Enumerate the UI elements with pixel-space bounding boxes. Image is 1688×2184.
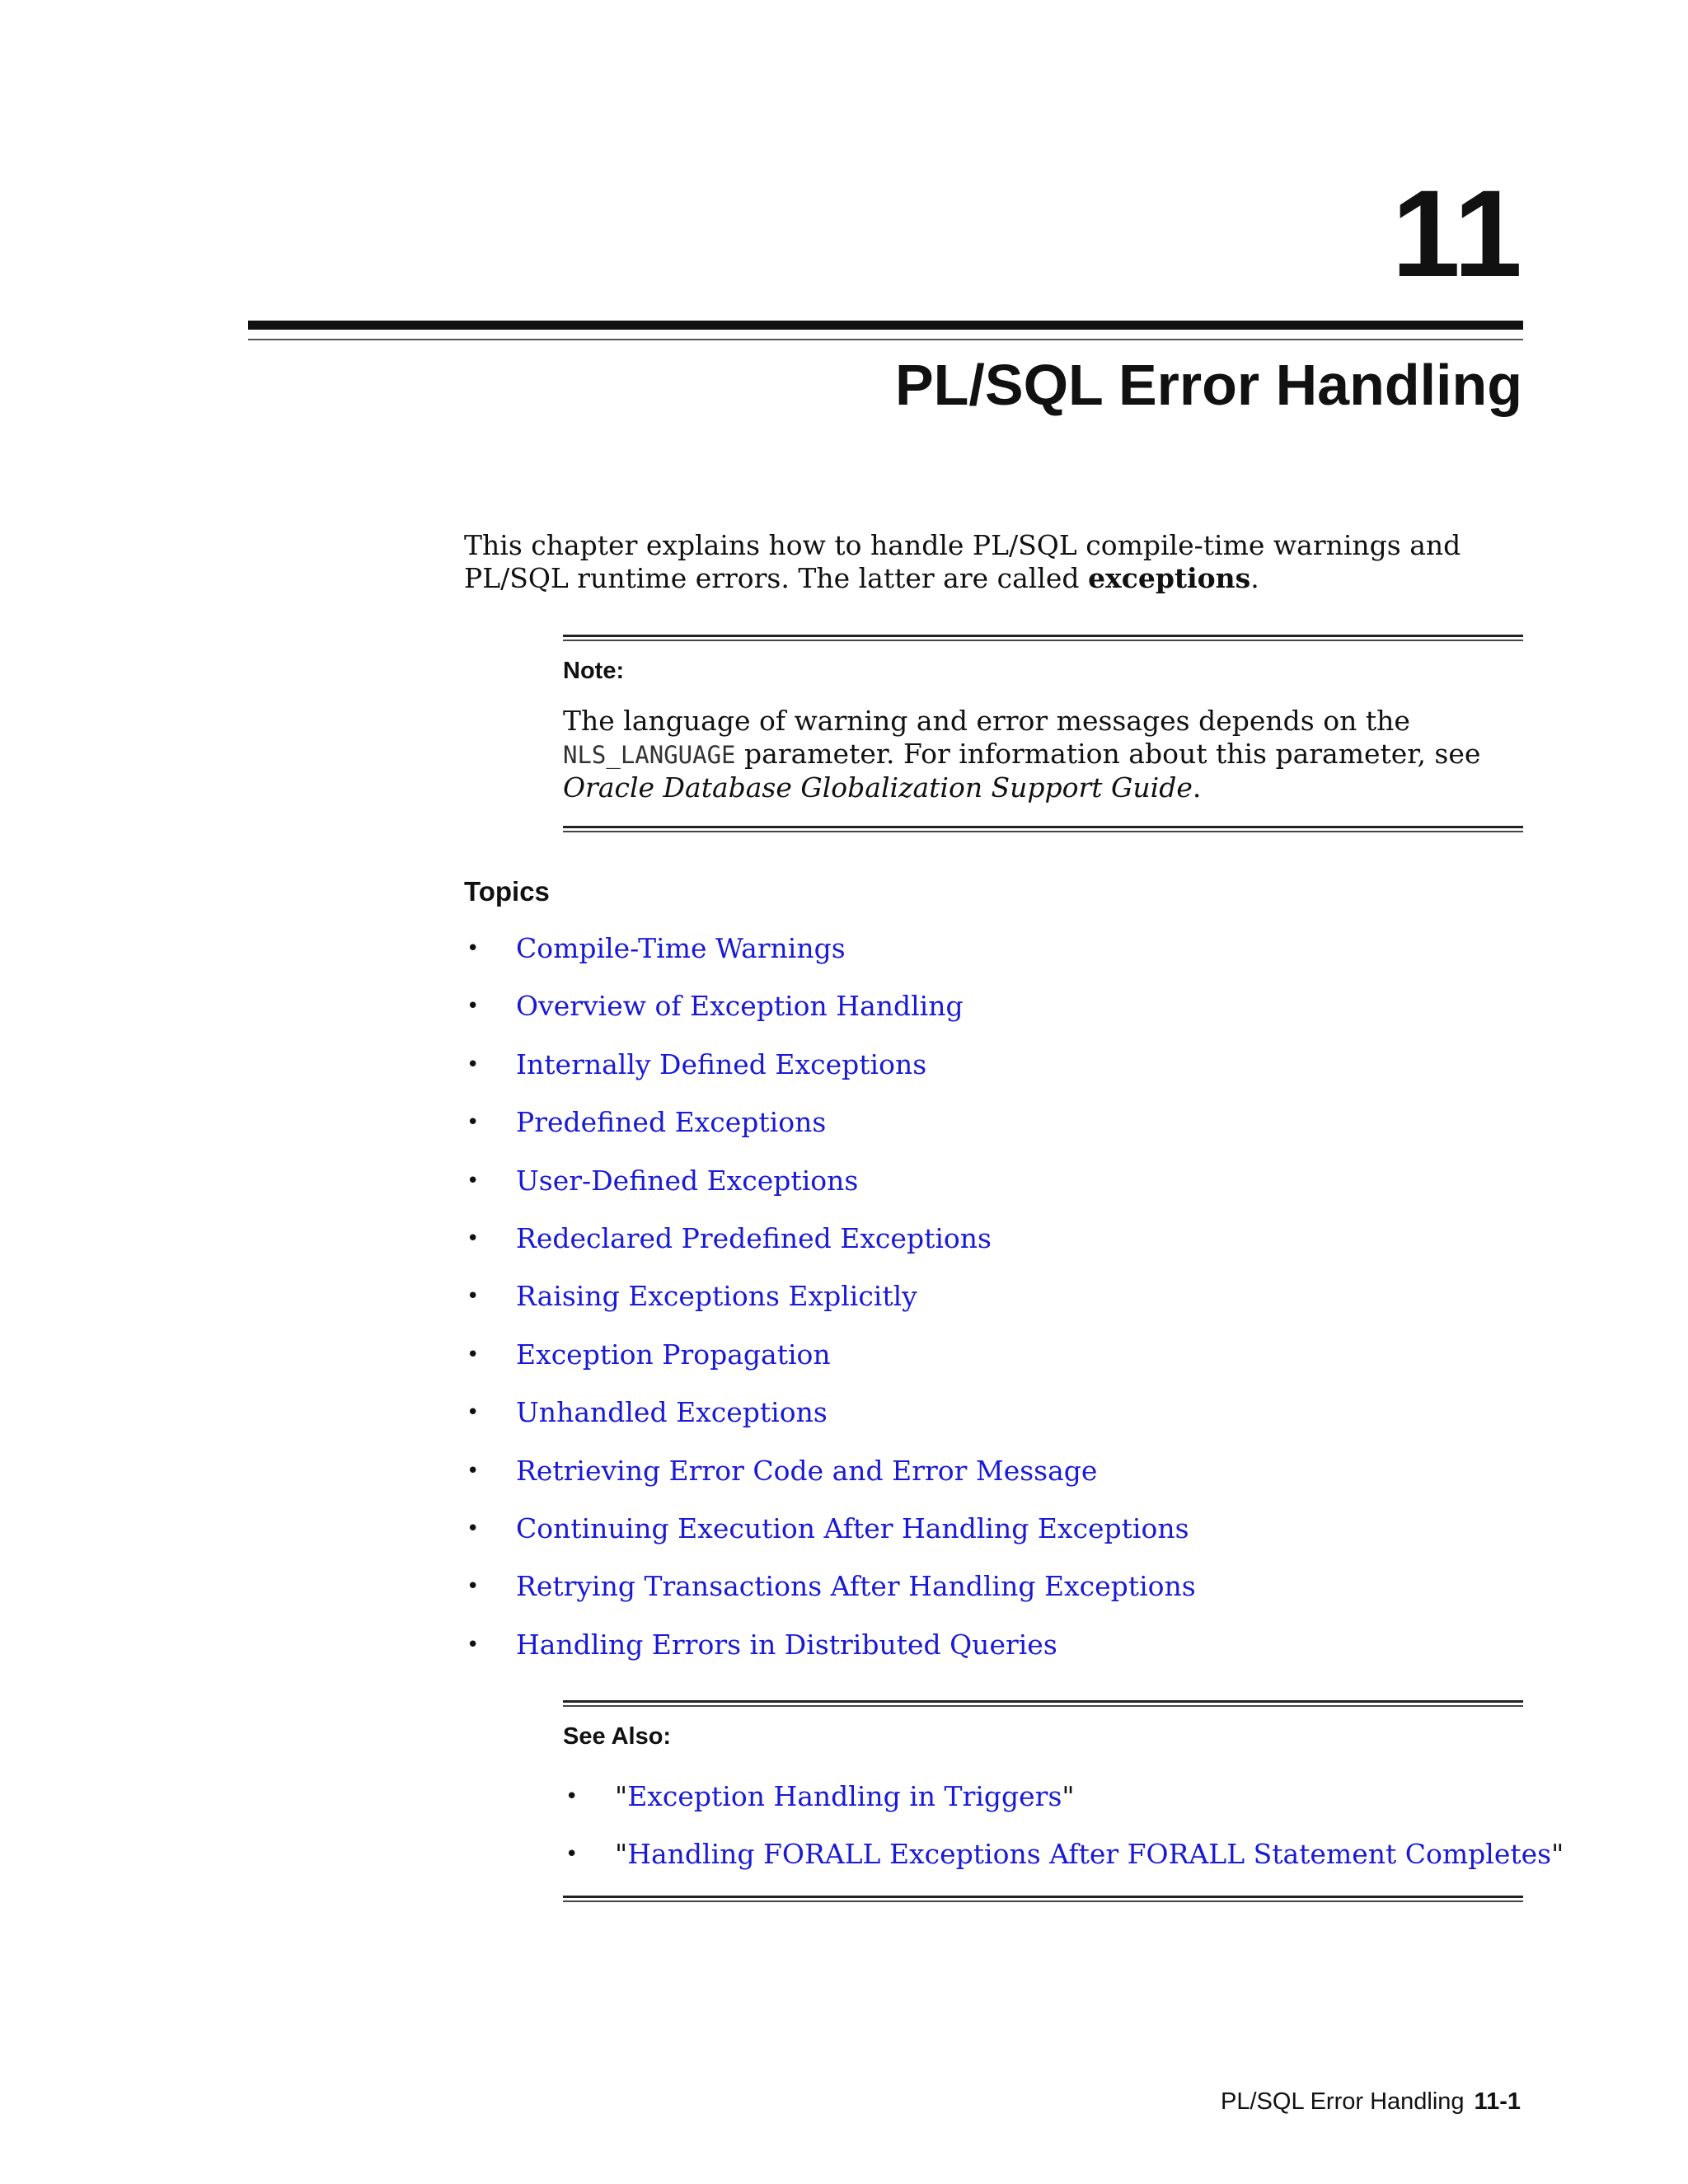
topics-heading: Topics [464,876,550,907]
note-heading: Note: [563,658,625,684]
open-quote: " [615,1838,628,1871]
topic-link[interactable]: Exception Propagation [516,1338,831,1371]
close-quote: " [1551,1838,1564,1871]
bullet-icon: • [467,936,480,961]
bullet-icon: • [467,1168,480,1193]
page-number: 11-1 [1474,2088,1521,2115]
list-item [464,1570,1196,1628]
bullet-icon: • [565,1842,579,1868]
bullet-icon: • [467,1574,480,1600]
list-item [563,1838,1564,1896]
list-item [464,1222,1196,1280]
seealso-bottom-rule [563,1896,1523,1902]
intro-paragraph [464,529,1536,595]
list-item [464,1396,1196,1454]
note-book-title: Oracle Database Globalization Support Guide [563,771,1193,804]
list-item [464,932,1196,990]
topic-link[interactable]: Internally Defined Exceptions [516,1047,927,1080]
chapter-title: PL/SQL Error Handling [894,353,1522,417]
note-body [563,705,1527,804]
intro-bold-term: exceptions [1088,562,1251,594]
bullet-icon: • [467,994,480,1019]
list-item [464,1106,1196,1164]
topic-link[interactable]: Continuing Execution After Handling Exceptions [516,1511,1189,1544]
seealso-heading: See Also: [563,1723,672,1750]
seealso-link[interactable]: Exception Handling in Triggers [627,1780,1062,1812]
note-top-rule [563,635,1523,641]
topic-link[interactable]: Raising Exceptions Explicitly [516,1280,917,1313]
list-item [464,1455,1196,1512]
topic-link[interactable]: User-Defined Exceptions [516,1164,859,1197]
seealso-list [563,1780,1564,1896]
topic-link[interactable]: Retrying Transactions After Handling Exceptions [516,1570,1196,1603]
list-item [563,1780,1564,1838]
list-item [464,1165,1196,1222]
topic-link[interactable]: Predefined Exceptions [516,1106,827,1139]
note-bottom-rule [563,826,1523,832]
topic-link[interactable]: Unhandled Exceptions [516,1396,828,1429]
list-item [464,1512,1196,1570]
bullet-icon: • [467,1458,480,1483]
footer-title: PL/SQL Error Handling [1221,2088,1465,2115]
note-text-end: . [1192,771,1202,804]
bullet-icon: • [565,1784,579,1809]
intro-end: . [1250,562,1259,594]
topic-link[interactable]: Handling Errors in Distributed Queries [516,1628,1057,1661]
bullet-icon: • [467,1110,480,1136]
chapter-rule-thick [248,321,1523,330]
intro-text: This chapter explains how to handle PL/SQL compile-time warnings and PL/SQL runtime errors. The latter are called [464,529,1461,594]
topic-link[interactable]: Redeclared Predefined Exceptions [516,1221,992,1254]
note-code: NLS_LANGUAGE [563,741,736,769]
bullet-icon: • [467,1400,480,1426]
bullet-icon: • [467,1052,480,1077]
list-item [464,990,1196,1047]
bullet-icon: • [467,1632,480,1657]
note-text-before: The language of warning and error messages depends on the [563,705,1410,737]
seealso-link[interactable]: Handling FORALL Exceptions After FORALL Statement Completes [627,1838,1552,1871]
list-item [464,1338,1196,1396]
bullet-icon: • [467,1342,480,1367]
list-item [464,1280,1196,1338]
page-footer [1221,2088,1521,2116]
chapter-number: 11 [1391,164,1522,302]
topics-list [464,932,1196,1686]
bullet-icon: • [467,1226,480,1251]
close-quote: " [1062,1780,1075,1812]
bullet-icon: • [467,1284,480,1310]
list-item [464,1048,1196,1106]
seealso-top-rule [563,1700,1523,1707]
chapter-rule-thin [248,339,1523,340]
topic-link[interactable]: Retrieving Error Code and Error Message [516,1454,1098,1487]
note-text-middle: parameter. For information about this parameter, see [735,738,1481,770]
open-quote: " [615,1780,628,1812]
topic-link[interactable]: Compile-Time Warnings [516,932,846,964]
topic-link[interactable]: Overview of Exception Handling [516,990,964,1023]
bullet-icon: • [467,1516,480,1541]
list-item [464,1629,1196,1686]
